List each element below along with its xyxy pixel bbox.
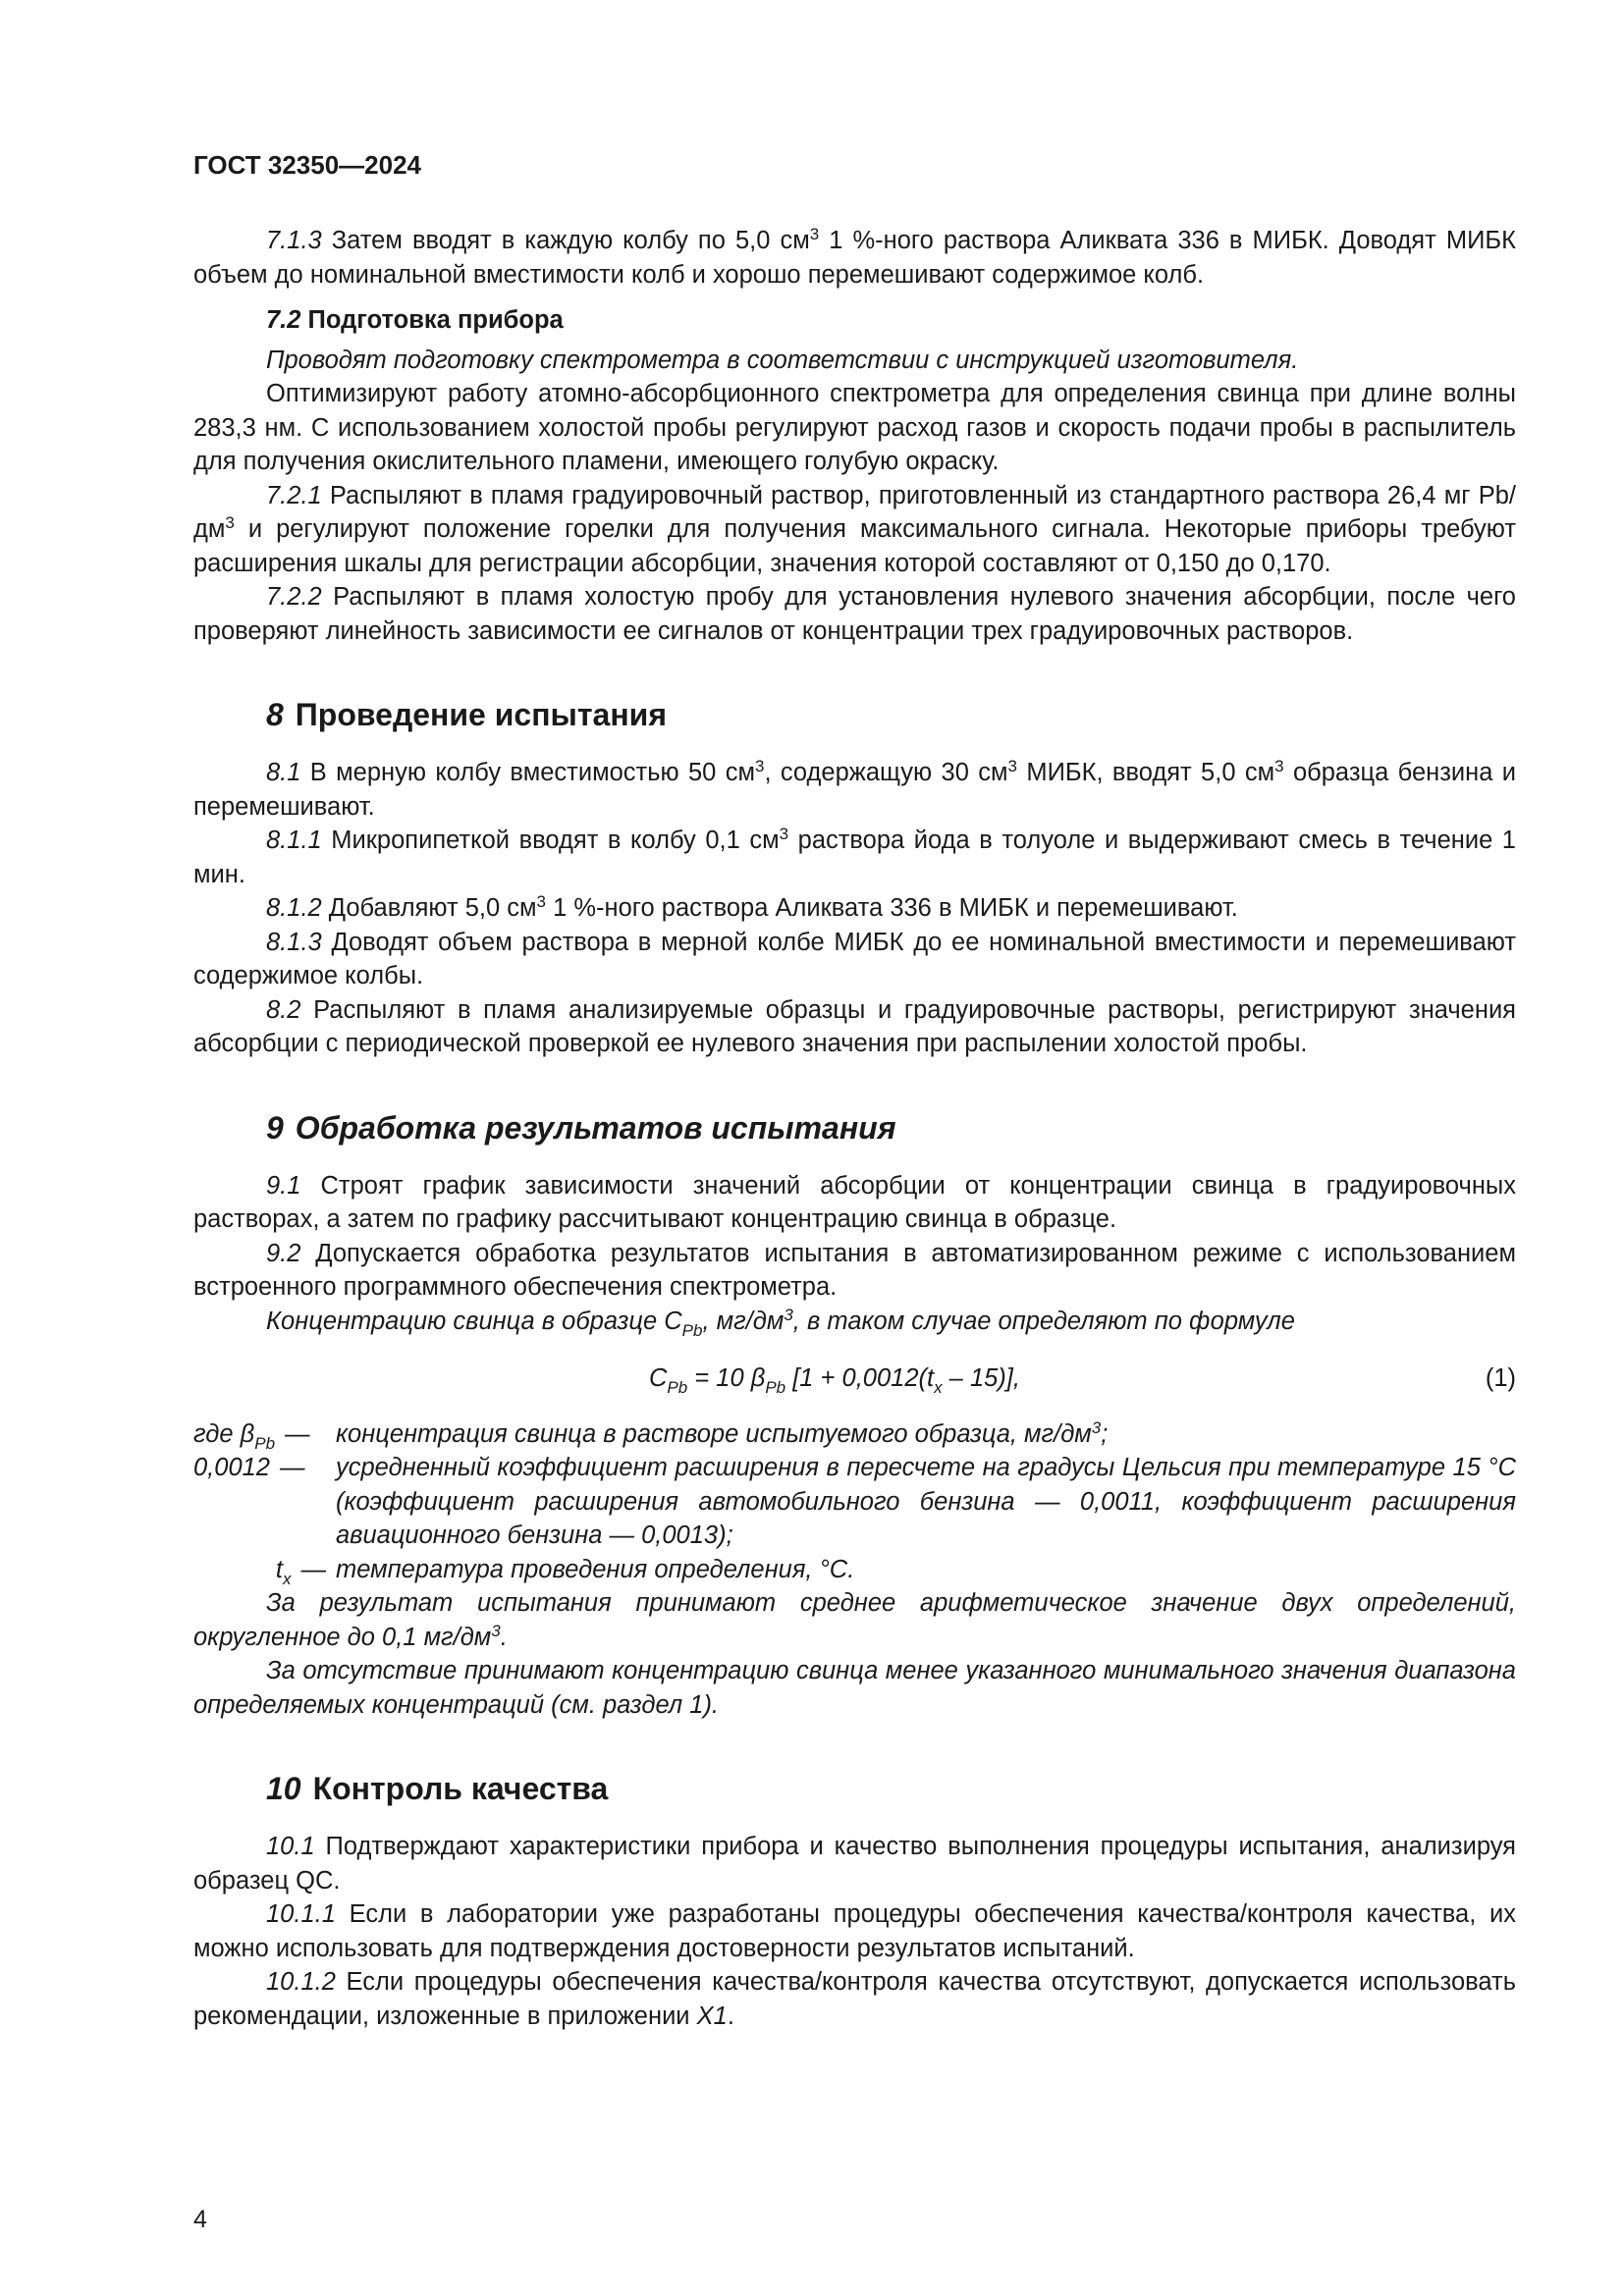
superscript: 3 (491, 1621, 501, 1640)
clause-text: Добавляют 5,0 см (321, 894, 537, 922)
superscript: 3 (1007, 757, 1017, 775)
dash: — (300, 1555, 326, 1583)
clause-text: раствора йода в толуоле и выдерживают смесь в течение 1 мин. (193, 827, 1516, 888)
superscript: 3 (1091, 1417, 1102, 1437)
document-header: ГОСТ 32350—2024 (193, 150, 421, 180)
clause-number: 8.1.2 (266, 894, 322, 922)
clause-7-2-2 (193, 580, 1516, 648)
clause-text: Допускается обработка результатов испытания в автоматизированном режиме с использованием встроенного программного обеспечения спектрометра. (193, 1239, 1516, 1301)
subscript: Pb (254, 1433, 276, 1453)
section-heading-10 (266, 1769, 1516, 1808)
where-item (193, 1553, 1516, 1587)
subscript: x (934, 1378, 943, 1397)
superscript: 3 (754, 757, 765, 775)
clause-10-1 (193, 1830, 1516, 1897)
formula-text: – 15)], (942, 1364, 1020, 1392)
clause-text: Распыляют в пламя холостую пробу для установления нулевого значения абсорбции, после чего проверяют линейность зависимости ее сигналов от концентрации трех градуировочных растворов. (193, 583, 1516, 645)
clause-text: МИБК, вводят 5,0 см (1016, 759, 1275, 786)
section-heading-8 (266, 695, 1516, 734)
where-text: усредненный коэффициент расширения в пересчете на градусы Цельсия при температуре 15 °С (коэффициент расширения автомобильного бензина — 0,0011, коэффициент расширения авиационного бензина — 0,0013); (336, 1454, 1516, 1549)
clause-text: образца бензина и перемешивают. (193, 759, 1517, 821)
formula-text: [1 + 0,0012(t (785, 1364, 935, 1392)
subsection-number: 7.2 (266, 306, 301, 334)
clause-number: 10.1.1 (266, 1900, 336, 1928)
clause-number: 9.2 (266, 1239, 301, 1267)
formula-text: = 10 (687, 1364, 751, 1392)
clause-text: и регулируют положение горелки для получения максимального сигнала. Некоторые приборы требуют расширения шкалы для регистрации абсорбции, значения которой составляют от 0,150 до 0,170. (193, 515, 1516, 577)
clause-text: Если в лаборатории уже разработаны процедуры обеспечения качества/контроля качества, их можно использовать для подтверждения достоверности результатов испытаний. (193, 1900, 1516, 1962)
clause-9-1 (193, 1169, 1516, 1237)
clause-10-1-1 (193, 1897, 1516, 1965)
clause-text: Распыляют в пламя градуировочный раствор, приготовленный из стандартного раствора 26,4 мг Pb/дм (193, 481, 1516, 543)
where-symbol (193, 1417, 336, 1452)
dash: — (285, 1419, 310, 1448)
clause-text: Распыляют в пламя анализируемые образцы и градуировочные растворы, регистрируют значения абсорбции с периодической проверкой ее нулевого значения при распылении холостой пробы. (193, 995, 1516, 1057)
clause-number: 8.1.1 (266, 827, 322, 854)
superscript: 3 (779, 825, 789, 843)
section-number: 10 (266, 1771, 301, 1806)
clause-8-1 (193, 756, 1516, 824)
paragraph-result (193, 1586, 1516, 1654)
section-heading-9 (266, 1108, 1516, 1148)
appendix-reference: Х1 (696, 2002, 728, 2030)
clause-text: . (727, 2002, 734, 2030)
text: За результат испытания принимают среднее арифметическое значение двух определений, округленное до 0,1 мг/дм (193, 1589, 1516, 1651)
where-prefix: где (193, 1419, 241, 1448)
where-item (193, 1417, 1516, 1452)
subsection-heading-7-2 (266, 303, 1516, 338)
clause-text: Подтверждают характеристики прибора и качество выполнения процедуры испытания, анализируя образец QC. (193, 1833, 1516, 1895)
clause-number: 7.2.2 (266, 583, 322, 611)
clause-text: 1 %-ного раствора Аликвата 336 в МИБК. Доводят МИБК объем до номинальной вместимости колб и хорошо перемешивают содержимое колб. (193, 227, 1517, 289)
clause-number: 10.1.2 (266, 1968, 336, 1996)
clause-number: 9.1 (266, 1171, 301, 1200)
superscript: 3 (1274, 757, 1284, 775)
text: ; (1101, 1419, 1109, 1448)
symbol: 0,0012 (193, 1454, 270, 1481)
where-symbol (193, 1553, 336, 1587)
text: , в таком случае определяют по формуле (792, 1307, 1295, 1335)
section-number: 9 (266, 1109, 284, 1146)
clause-number: 8.1 (266, 759, 301, 786)
formula-symbol: β (750, 1364, 766, 1392)
clause-number: 7.2.1 (266, 481, 322, 509)
clause-7-1-3 (193, 224, 1516, 292)
document-body (193, 224, 1516, 2033)
subscript: Pb (765, 1378, 786, 1397)
where-item (193, 1451, 1516, 1553)
where-list (193, 1417, 1516, 1587)
clause-text: , содержащую 30 см (764, 759, 1008, 786)
superscript: 3 (784, 1305, 793, 1324)
formula-intro (193, 1305, 1516, 1339)
paragraph-7-2-a: Проводят подготовку спектрометра в соответствии с инструкцией изготовителя. (266, 346, 1299, 374)
subscript: Pb (681, 1320, 703, 1340)
clause-7-2-1 (193, 479, 1516, 581)
superscript: 3 (809, 225, 820, 243)
symbol: t (275, 1555, 283, 1583)
clause-text: Затем вводят в каждую колбу по 5,0 см (321, 227, 810, 254)
clause-text: Микропипеткой вводят в колбу 0,1 см (321, 827, 780, 854)
clause-9-2 (193, 1237, 1516, 1305)
clause-text: Строят график зависимости значений абсорбции от концентрации свинца в градуировочных растворах, а затем по графику рассчитывают концентрацию свинца в образце. (193, 1171, 1516, 1233)
formula-number: (1) (1485, 1364, 1516, 1392)
clause-number: 8.2 (266, 995, 301, 1024)
section-title: Контроль качества (312, 1771, 609, 1806)
clause-text: В мерную колбу вместимостью 50 см (300, 759, 755, 786)
subsection-title: Подготовка прибора (307, 306, 564, 334)
clause-8-1-3 (193, 926, 1516, 993)
clause-8-2 (193, 993, 1516, 1061)
symbol: β (240, 1419, 255, 1448)
clause-number: 10.1 (266, 1833, 315, 1860)
clause-text: 1 %-ного раствора Аликвата 336 в МИБК и перемешивают. (546, 894, 1238, 922)
clause-8-1-1 (193, 824, 1516, 891)
where-text: температура проведения определения, °С. (336, 1555, 855, 1583)
clause-text: Если процедуры обеспечения качества/контроля качества отсутствуют, допускается использовать рекомендации, изложенные в приложении (193, 1968, 1516, 2030)
text: , мг/дм (702, 1307, 785, 1335)
text: Концентрацию свинца в образце C (266, 1307, 682, 1335)
clause-10-1-2 (193, 1965, 1516, 2033)
paragraph-7-2-b: Оптимизируют работу атомно-абсорбционного спектрометра для определения свинца при длине волны 283,3 нм. С использованием холостой пробы регулируют расход газов и скорость подачи пробы в распылитель для получения окислительного пламени, имеющего голубую окраску. (193, 380, 1516, 475)
paragraph-absence: За отсутствие принимают концентрацию свинца менее указанного минимального значения диапазона определяемых концентраций (см. раздел 1). (193, 1657, 1516, 1719)
superscript: 3 (536, 892, 547, 911)
formula-1 (193, 1362, 1516, 1396)
clause-8-1-2 (193, 891, 1516, 926)
clause-number: 7.1.3 (266, 227, 322, 254)
formula-expression (649, 1362, 1020, 1396)
where-text (336, 1417, 1516, 1452)
section-title: Проведение испытания (295, 697, 667, 732)
superscript: 3 (225, 513, 235, 532)
page-number: 4 (193, 2206, 207, 2233)
subscript: Pb (667, 1378, 688, 1397)
text: . (500, 1623, 508, 1651)
formula-symbol: C (649, 1364, 668, 1392)
clause-text: Доводят объем раствора в мерной колбе МИБК до ее номинальной вместимости и перемешивают содержимое колбы. (193, 928, 1516, 989)
text: концентрация свинца в растворе испытуемого образца, мг/дм (336, 1419, 1092, 1448)
dash: — (280, 1454, 305, 1481)
section-title: Обработка результатов испытания (295, 1109, 896, 1146)
where-symbol (193, 1451, 336, 1553)
subscript: x (283, 1569, 292, 1588)
section-number: 8 (266, 697, 284, 732)
clause-number: 8.1.3 (266, 928, 322, 956)
